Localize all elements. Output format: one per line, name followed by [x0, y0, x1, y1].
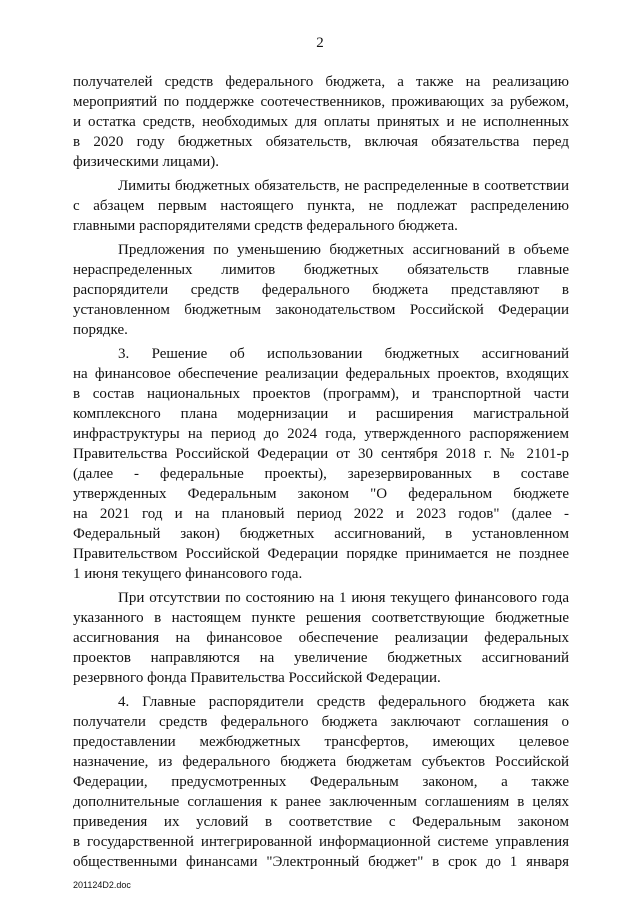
text-line: мероприятий по поддержке соотечественников, проживающих за рубежом, — [73, 94, 569, 110]
file-name-footer: 201124D2.doc — [73, 880, 131, 890]
text-line: на финансовое обеспечение реализации федеральных проектов, входящих — [73, 366, 569, 382]
text-line: (далее - федеральные проекты), зарезервированных в составе — [73, 466, 569, 482]
text-line: на 2021 год и на плановый период 2022 и 2023 годов" (далее - — [73, 506, 569, 522]
page-number: 2 — [316, 35, 324, 51]
text-line: дополнительные соглашения к ранее заключенным соглашениям в целях — [73, 794, 569, 810]
text-line: резервного фонда Правительства Российской Федерации. — [73, 670, 441, 686]
text-line: 1 июня текущего финансового года. — [73, 566, 303, 582]
text-line: утвержденных Федеральным законом "О федеральном бюджете — [73, 486, 569, 502]
text-line: При отсутствии по состоянию на 1 июня текущего финансового года — [118, 590, 569, 606]
text-line: получателей средств федерального бюджета, а также на реализацию — [73, 74, 569, 90]
text-line: общественными финансами "Электронный бюджет" в срок до 1 января — [73, 854, 569, 870]
text-line: проектов направляются на увеличение бюджетных ассигнований — [73, 650, 569, 666]
text-line: порядке. — [73, 322, 128, 338]
text-line: Предложения по уменьшению бюджетных ассигнований в объеме — [118, 242, 569, 258]
text-line: и остатка средств, необходимых для оплаты принятых и не исполненных — [73, 114, 569, 130]
text-line: в состав национальных проектов (программ), и транспортной части — [73, 386, 569, 402]
text-line: указанного в настоящем пункте решения соответствующие бюджетные — [73, 610, 569, 626]
text-line: распорядители средств федерального бюджета представляют в — [73, 282, 569, 298]
text-line: Федеральный закон) бюджетных ассигнований, в установленном — [73, 526, 569, 542]
text-line: нераспределенных лимитов бюджетных обязательств главные — [73, 262, 569, 278]
text-line: Лимиты бюджетных обязательств, не распределенные в соответствии — [118, 178, 569, 194]
text-line: ассигнования на финансовое обеспечение реализации федеральных — [73, 630, 569, 646]
text-line: в 2020 году бюджетных обязательств, включая обязательства перед — [73, 134, 569, 150]
text-line: приведения их условий в соответствие с Федеральным законом — [73, 814, 569, 830]
text-line: с абзацем первым настоящего пункта, не подлежат распределению — [73, 198, 569, 214]
text-line: главными распорядителями средств федерального бюджета. — [73, 218, 458, 234]
text-line: в государственной интегрированной информационной системе управления — [73, 834, 569, 850]
text-line: получатели средств федерального бюджета заключают соглашения о — [73, 714, 569, 730]
text-line: Правительства Российской Федерации от 30 сентября 2018 г. № 2101-р — [73, 446, 569, 462]
text-line: Федерации, предусмотренных Федеральным законом, а также — [73, 774, 569, 790]
text-line: назначение, из федерального бюджета бюджетам субъектов Российской — [73, 754, 569, 770]
text-line: установленном бюджетным законодательством Российской Федерации — [73, 302, 569, 318]
text-line: 4. Главные распорядители средств федерального бюджета как — [118, 694, 569, 710]
text-line: предоставлении межбюджетных трансфертов, имеющих целевое — [73, 734, 569, 750]
text-line: физическими лицами). — [73, 154, 219, 170]
text-line: комплексного плана модернизации и расширения магистральной — [73, 406, 569, 422]
text-line: 3. Решение об использовании бюджетных ассигнований — [118, 346, 569, 362]
text-line: Правительством Российской Федерации порядке принимается не позднее — [73, 546, 569, 562]
text-line: инфраструктуры на период до 2024 года, утвержденного распоряжением — [73, 426, 569, 442]
